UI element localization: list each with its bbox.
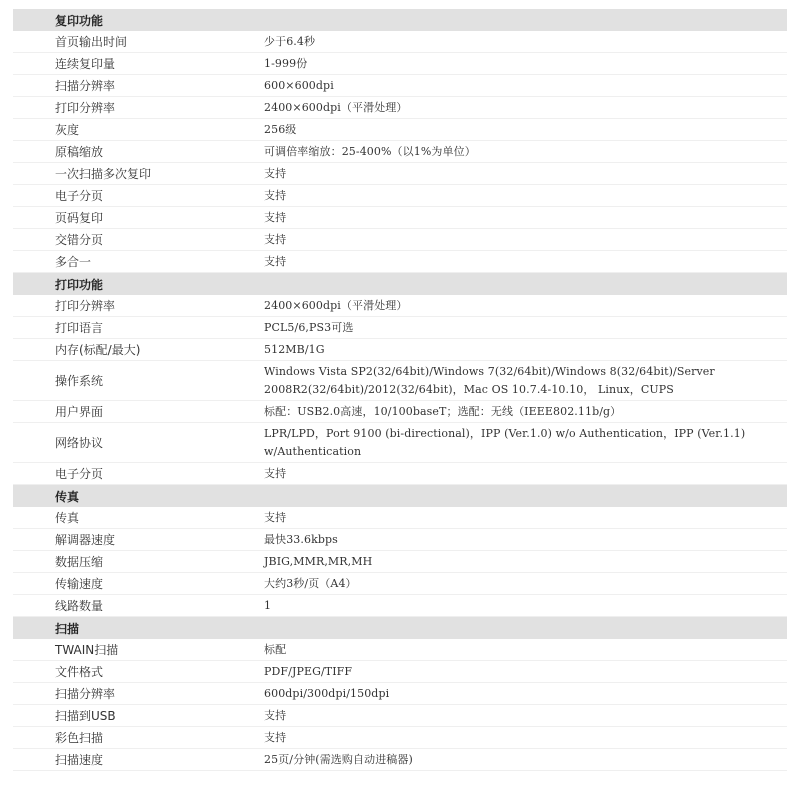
table-row [13, 749, 787, 771]
table-row [13, 163, 787, 185]
row-value: 支持 [264, 708, 287, 722]
table-row [13, 317, 787, 339]
row-value: 支持 [264, 510, 287, 524]
row-label: 用户界面 [55, 405, 104, 419]
row-label: 连续复印量 [55, 57, 116, 71]
row-value: 标配 [264, 642, 287, 656]
row-label: 解调器速度 [55, 533, 116, 547]
row-label: 打印分辨率 [55, 299, 116, 313]
table-row [13, 551, 787, 573]
section-header-scan [13, 617, 787, 639]
row-value: 25页/分钟(需选购自动进稿器) [264, 752, 413, 766]
row-value: 最快33.6kbps [264, 532, 338, 546]
section-header-copy [13, 9, 787, 31]
table-row [13, 661, 787, 683]
row-label: 灰度 [55, 123, 80, 137]
section-title: 扫描 [55, 622, 80, 636]
table-row [13, 119, 787, 141]
row-value: 1 [264, 598, 272, 612]
table-row [13, 361, 787, 401]
row-value: LPR/LPD，Port 9100 (bi-directional)，IPP (Ver.1.0) w/o Authentication，IPP (Ver.1.1) w/Authentication [264, 426, 746, 458]
row-label: 彩色扫描 [55, 731, 104, 745]
row-value: 支持 [264, 210, 287, 224]
row-label: 交错分页 [55, 233, 104, 247]
row-label: 扫描到USB [55, 709, 116, 723]
row-label: 页码复印 [55, 211, 104, 225]
row-value: Windows Vista SP2(32/64bit)/Windows 7(32/64bit)/Windows 8(32/64bit)/Server 2008R2(32/64bit)/2012(32/64bit)，Mac OS 10.7.4-10.10， Linux，CUPS [264, 364, 715, 396]
row-label: 传输速度 [55, 577, 104, 591]
table-row [13, 339, 787, 361]
row-value: 支持 [264, 730, 287, 744]
table-row [13, 185, 787, 207]
row-label: 扫描速度 [55, 753, 104, 767]
table-row [13, 401, 787, 423]
table-row [13, 207, 787, 229]
row-label: 首页输出时间 [55, 35, 128, 49]
row-label: 文件格式 [55, 665, 104, 679]
row-label: 多合一 [55, 255, 92, 269]
table-row [13, 31, 787, 53]
table-row [13, 251, 787, 273]
section-title: 打印功能 [55, 278, 104, 292]
table-row [13, 639, 787, 661]
row-label: 打印分辨率 [55, 101, 116, 115]
table-row [13, 229, 787, 251]
table-row [13, 595, 787, 617]
spec-table [13, 0, 787, 771]
row-value: 标配：USB2.0高速，10/100baseT；选配：无线（IEEE802.11b/g） [264, 404, 622, 418]
section-header-fax [13, 485, 787, 507]
row-value: 支持 [264, 166, 287, 180]
row-value: 支持 [264, 466, 287, 480]
table-row [13, 141, 787, 163]
table-row [13, 507, 787, 529]
row-value: 2400×600dpi（平滑处理） [264, 298, 408, 312]
row-label: 扫描分辨率 [55, 79, 116, 93]
table-row [13, 53, 787, 75]
row-value: 可调倍率缩放：25-400%（以1%为单位） [264, 144, 476, 158]
table-row [13, 75, 787, 97]
row-value: 600×600dpi [264, 78, 334, 92]
row-value: 2400×600dpi（平滑处理） [264, 100, 408, 114]
row-value: 支持 [264, 232, 287, 246]
section-title: 复印功能 [55, 14, 104, 28]
row-label: 打印语言 [55, 321, 104, 335]
row-label: 内存(标配/最大) [55, 343, 141, 357]
table-row [13, 423, 787, 463]
row-value: 大约3秒/页（A4） [264, 576, 357, 590]
table-row [13, 705, 787, 727]
row-label: TWAIN扫描 [55, 643, 119, 657]
row-label: 一次扫描多次复印 [55, 167, 152, 181]
row-label: 线路数量 [55, 599, 104, 613]
row-label: 传真 [55, 511, 80, 525]
row-value: 256级 [264, 122, 297, 136]
row-label: 电子分页 [55, 189, 104, 203]
row-value: 1-999份 [264, 56, 308, 70]
row-value: 支持 [264, 254, 287, 268]
row-label: 电子分页 [55, 467, 104, 481]
table-row [13, 573, 787, 595]
table-row [13, 683, 787, 705]
table-row [13, 295, 787, 317]
section-header-print [13, 273, 787, 295]
row-label: 网络协议 [55, 436, 104, 450]
row-value: PDF/JPEG/TIFF [264, 664, 353, 678]
row-value: PCL5/6,PS3可选 [264, 320, 354, 334]
table-row [13, 463, 787, 485]
table-row [13, 727, 787, 749]
row-value: 600dpi/300dpi/150dpi [264, 686, 390, 700]
row-value: 少于6.4秒 [264, 34, 316, 48]
row-label: 操作系统 [55, 374, 104, 388]
row-value: 支持 [264, 188, 287, 202]
section-title: 传真 [55, 490, 80, 504]
row-label: 数据压缩 [55, 555, 104, 569]
row-label: 原稿缩放 [55, 145, 104, 159]
row-value: 512MB/1G [264, 342, 325, 356]
row-label: 扫描分辨率 [55, 687, 116, 701]
table-row [13, 529, 787, 551]
table-row [13, 97, 787, 119]
row-value: JBIG,MMR,MR,MH [264, 554, 373, 568]
